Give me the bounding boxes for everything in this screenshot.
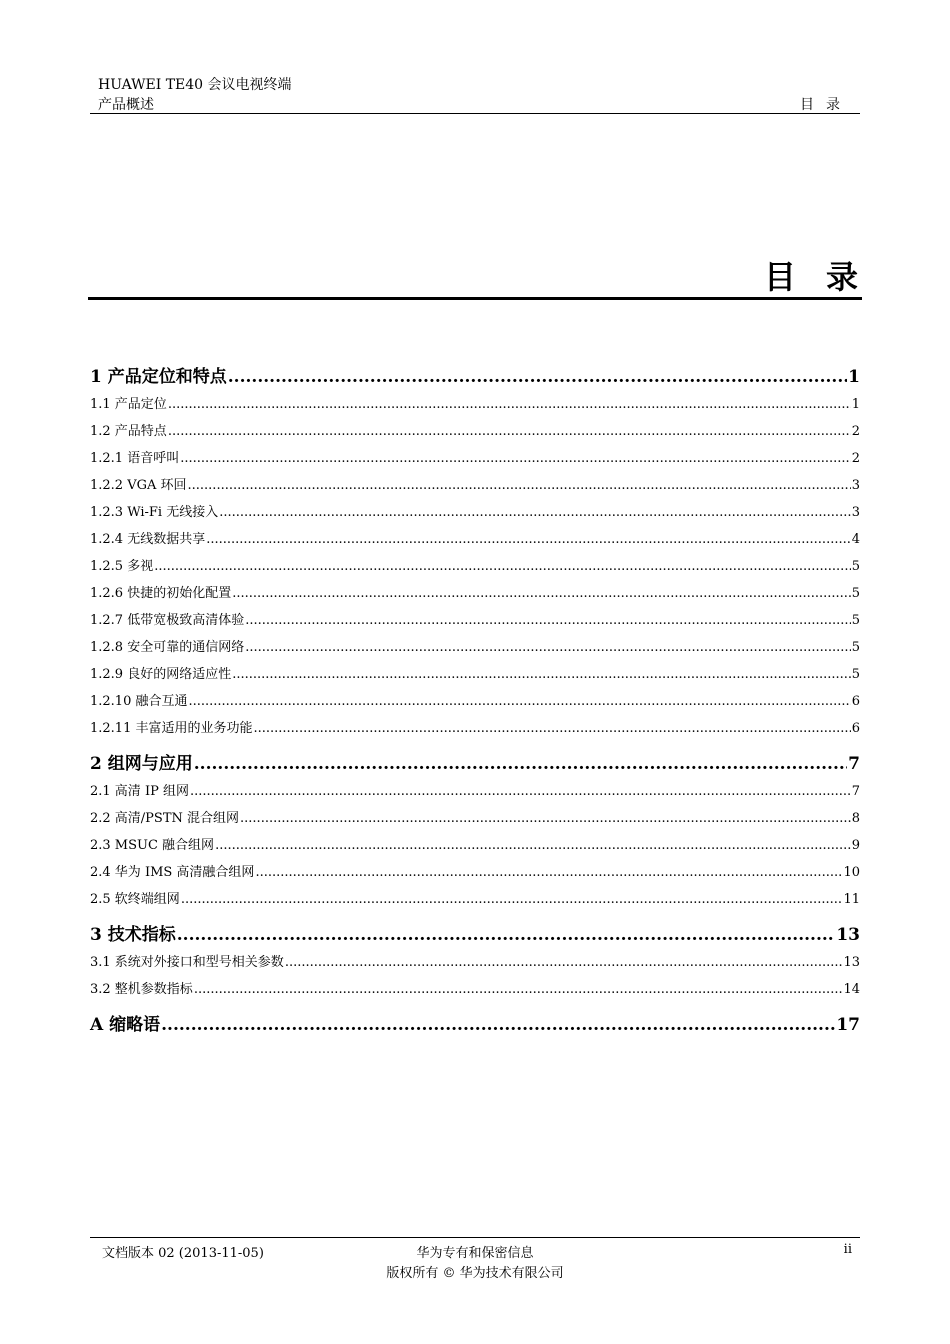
toc-entry-title: 3 技术指标	[90, 925, 176, 945]
toc-entry-page: 3	[851, 505, 860, 520]
header-section: 目录	[800, 97, 852, 113]
toc-dot-leader	[206, 526, 851, 553]
toc-entry-page: 6	[851, 694, 860, 709]
toc-entry-page: 1	[851, 397, 860, 412]
toc-entry-page: 17	[836, 1015, 860, 1035]
toc-dot-leader	[194, 751, 847, 778]
toc-dot-leader	[168, 418, 851, 445]
toc-dot-leader	[154, 553, 851, 580]
footer-version: 文档版本 02 (2013-11-05)	[102, 1246, 264, 1261]
toc-chapter-entry[interactable]	[90, 1012, 860, 1039]
toc-entry-title: 1.2 产品特点	[90, 424, 167, 439]
toc-chapter-entry[interactable]	[90, 751, 860, 778]
toc-section-entry[interactable]	[90, 832, 860, 859]
toc-entry-title: 2.2 高清/PSTN 混合组网	[90, 811, 240, 826]
header-product: HUAWEI TE40 会议电视终端	[98, 77, 292, 93]
toc-dot-leader	[168, 391, 851, 418]
toc-entry-page: 2	[851, 451, 860, 466]
toc-entry-title: 1.2.8 安全可靠的通信网络	[90, 640, 245, 655]
toc-dot-leader	[240, 805, 851, 832]
toc-section-entry[interactable]	[90, 607, 860, 634]
title-rule	[88, 297, 862, 300]
toc-entry-title: 1.2.10 融合互通	[90, 694, 188, 709]
toc-entry-title: 1.2.4 无线数据共享	[90, 532, 206, 547]
toc-entry-page: 5	[851, 559, 860, 574]
toc-entry-page: 1	[848, 367, 860, 387]
toc-entry-page: 4	[851, 532, 860, 547]
toc-dot-leader	[188, 688, 850, 715]
toc-dot-leader	[215, 832, 851, 859]
toc-entry-title: 1.2.2 VGA 环回	[90, 478, 187, 493]
toc-entry-title: 3.1 系统对外接口和型号相关参数	[90, 955, 284, 970]
toc-entry-title: A 缩略语	[90, 1015, 161, 1035]
toc-entry-page: 3	[851, 478, 860, 493]
toc-dot-leader	[181, 886, 843, 913]
footer-page-number: ii	[843, 1242, 852, 1257]
toc-dot-leader	[161, 1012, 835, 1039]
toc-dot-leader	[245, 634, 851, 661]
toc-entry-page: 9	[851, 838, 860, 853]
toc-section-entry[interactable]	[90, 778, 860, 805]
toc-section-entry[interactable]	[90, 805, 860, 832]
toc-entry-title: 1 产品定位和特点	[90, 367, 227, 387]
toc-entry-title: 1.2.5 多视	[90, 559, 154, 574]
toc-entry-title: 1.1 产品定位	[90, 397, 167, 412]
toc-section-entry[interactable]	[90, 634, 860, 661]
page-header	[90, 72, 860, 114]
footer-confidential: 华为专有和保密信息	[416, 1246, 534, 1261]
toc-entry-title: 1.2.7 低带宽极致高清体验	[90, 613, 245, 628]
toc-entry-page: 13	[843, 955, 860, 970]
toc-entry-page: 8	[851, 811, 860, 826]
toc-entry-page: 7	[848, 754, 860, 774]
toc-entry-page: 7	[851, 784, 860, 799]
page-footer	[90, 1237, 860, 1281]
toc-section-entry[interactable]	[90, 445, 860, 472]
toc-dot-leader	[180, 445, 851, 472]
toc-dot-leader	[228, 364, 847, 391]
toc-section-entry[interactable]	[90, 418, 860, 445]
toc-entry-page: 2	[851, 424, 860, 439]
toc-dot-leader	[188, 472, 851, 499]
toc-dot-leader	[253, 715, 850, 742]
toc-entry-page: 11	[843, 892, 860, 907]
toc-section-entry[interactable]	[90, 499, 860, 526]
toc-entry-title: 1.2.3 Wi-Fi 无线接入	[90, 505, 219, 520]
toc-section-entry[interactable]	[90, 391, 860, 418]
toc-dot-leader	[194, 976, 843, 1003]
toc-dot-leader	[219, 499, 851, 526]
toc-section-entry[interactable]	[90, 949, 860, 976]
toc-entry-title: 2.5 软终端组网	[90, 892, 180, 907]
toc-section-entry[interactable]	[90, 580, 860, 607]
toc-section-entry[interactable]	[90, 688, 860, 715]
footer-copyright: 版权所有 © 华为技术有限公司	[386, 1266, 564, 1281]
toc-dot-leader	[245, 607, 851, 634]
toc-entry-page: 5	[851, 586, 860, 601]
toc-entry-title: 1.2.11 丰富适用的业务功能	[90, 721, 253, 736]
toc-section-entry[interactable]	[90, 715, 860, 742]
toc-entry-title: 2 组网与应用	[90, 754, 193, 774]
toc-entry-page: 10	[843, 865, 860, 880]
toc-dot-leader	[177, 922, 836, 949]
toc-entry-page: 6	[851, 721, 860, 736]
page-title: 目录	[763, 258, 888, 296]
header-doc-type: 产品概述	[98, 97, 154, 113]
table-of-contents	[90, 364, 860, 1039]
toc-dot-leader	[232, 580, 851, 607]
toc-entry-title: 1.2.9 良好的网络适应性	[90, 667, 232, 682]
toc-section-entry[interactable]	[90, 886, 860, 913]
toc-section-entry[interactable]	[90, 553, 860, 580]
toc-entry-page: 5	[851, 640, 860, 655]
toc-dot-leader	[190, 778, 851, 805]
toc-entry-title: 1.2.1 语音呼叫	[90, 451, 180, 466]
toc-chapter-entry[interactable]	[90, 364, 860, 391]
toc-section-entry[interactable]	[90, 472, 860, 499]
toc-entry-page: 5	[851, 613, 860, 628]
toc-entry-page: 5	[851, 667, 860, 682]
toc-dot-leader	[285, 949, 843, 976]
toc-entry-title: 3.2 整机参数指标	[90, 982, 193, 997]
toc-entry-title: 2.1 高清 IP 组网	[90, 784, 189, 799]
toc-dot-leader	[255, 859, 842, 886]
toc-entry-title: 2.4 华为 IMS 高清融合组网	[90, 865, 255, 880]
toc-section-entry[interactable]	[90, 976, 860, 1003]
toc-entry-page: 14	[843, 982, 860, 997]
toc-entry-title: 2.3 MSUC 融合组网	[90, 838, 215, 853]
toc-dot-leader	[232, 661, 851, 688]
toc-entry-page: 13	[836, 925, 860, 945]
toc-section-entry[interactable]	[90, 859, 860, 886]
toc-section-entry[interactable]	[90, 661, 860, 688]
toc-chapter-entry[interactable]	[90, 922, 860, 949]
toc-entry-title: 1.2.6 快捷的初始化配置	[90, 586, 232, 601]
toc-section-entry[interactable]	[90, 526, 860, 553]
